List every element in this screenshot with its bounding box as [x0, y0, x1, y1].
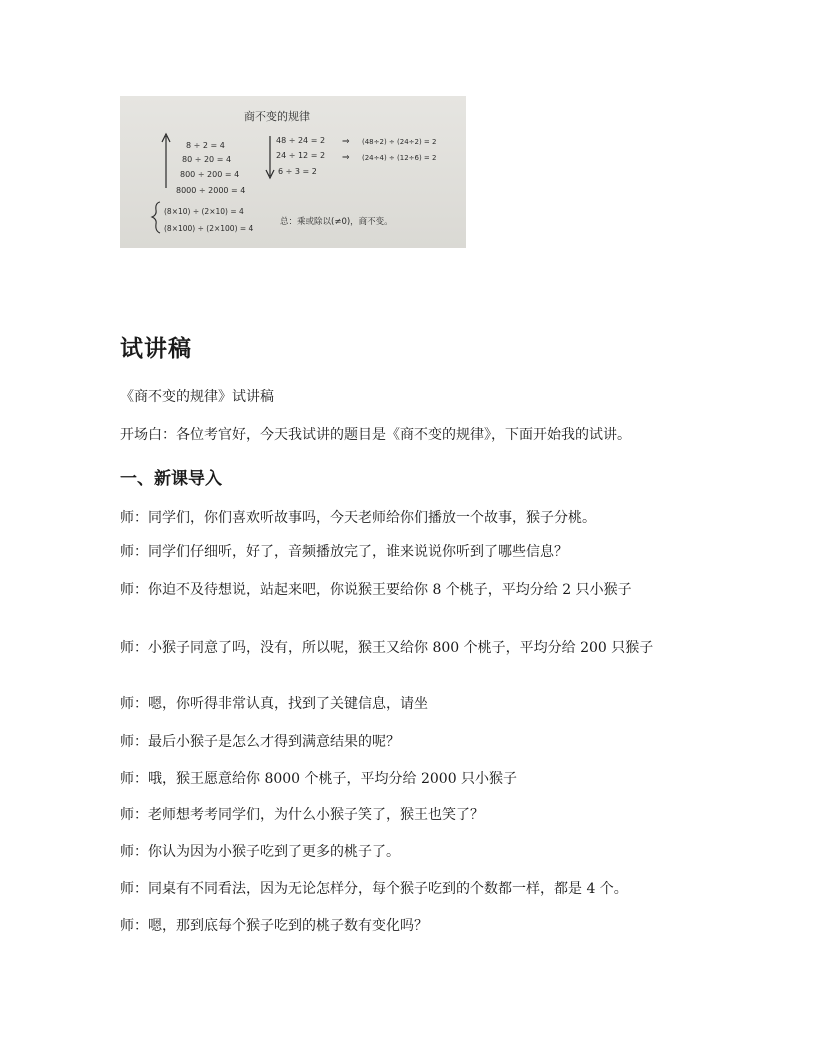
dialog-paragraph: 师：老师想考考同学们，为什么小猴子笑了，猴王也笑了？: [120, 807, 484, 823]
dialog-paragraph: 师：嗯，你听得非常认真，找到了关键信息，请坐: [120, 696, 428, 712]
arrow-equation: (24÷4) ÷ (12÷6) = 2: [362, 154, 437, 162]
page-title: 试讲稿: [120, 336, 192, 362]
photo-heading: 商不变的规律: [244, 110, 310, 123]
photo-summary: 总：乘或除以(≠0)，商不变。: [280, 217, 393, 227]
implies-icon: ⇒: [342, 137, 350, 147]
left-equation: 80 ÷ 20 = 4: [182, 155, 232, 164]
brace-equation: (8×100) ÷ (2×100) = 4: [164, 224, 254, 233]
dialog-paragraph: 师：你认为因为小猴子吃到了更多的桃子了。: [120, 844, 400, 860]
dialog-paragraph: 师：最后小猴子是怎么才得到满意结果的呢？: [120, 734, 400, 750]
left-equation: 8 ÷ 2 = 4: [186, 141, 225, 150]
dialog-paragraph: 师：哦，猴王愿意给你 8000 个桃子，平均分给 2000 只小猴子: [120, 771, 518, 787]
handwritten-notes-photo: [120, 96, 466, 248]
left-equation: 8000 ÷ 2000 = 4: [176, 186, 246, 195]
implies-icon: ⇒: [342, 153, 350, 163]
right-equation: 48 ÷ 24 = 2: [276, 136, 326, 145]
dialog-paragraph: 师：小猴子同意了吗，没有，所以呢，猴王又给你 800 个桃子，平均分给 200 只猴子: [120, 640, 654, 656]
section-heading: 一、新课导入: [120, 469, 222, 489]
left-equation: 800 ÷ 200 = 4: [180, 170, 240, 179]
opening-remarks: 开场白：各位考官好，今天我试讲的题目是《商不变的规律》，下面开始我的试讲。: [120, 427, 631, 443]
brace-equation: (8×10) ÷ (2×10) = 4: [164, 207, 244, 216]
arrow-equation: (48÷2) ÷ (24÷2) = 2: [362, 138, 437, 146]
right-equation: 6 ÷ 3 = 2: [278, 167, 317, 176]
document-subtitle: 《商不变的规律》试讲稿: [120, 389, 274, 405]
dialog-paragraph: 师：同学们，你们喜欢听故事吗，今天老师给你们播放一个故事，猴子分桃。: [120, 510, 596, 526]
right-equation: 24 ÷ 12 = 2: [276, 151, 326, 160]
handwritten-notes-drawing: [120, 96, 466, 248]
dialog-paragraph: 师：同学们仔细听，好了，音频播放完了，谁来说说你听到了哪些信息？: [120, 544, 568, 560]
dialog-paragraph: 师：你迫不及待想说，站起来吧，你说猴王要给你 8 个桃子，平均分给 2 只小猴子: [120, 582, 632, 598]
dialog-paragraph: 师：同桌有不同看法，因为无论怎样分，每个猴子吃到的个数都一样，都是 4 个。: [120, 881, 628, 897]
dialog-paragraph: 师：嗯，那到底每个猴子吃到的桃子数有变化吗？: [120, 918, 428, 934]
